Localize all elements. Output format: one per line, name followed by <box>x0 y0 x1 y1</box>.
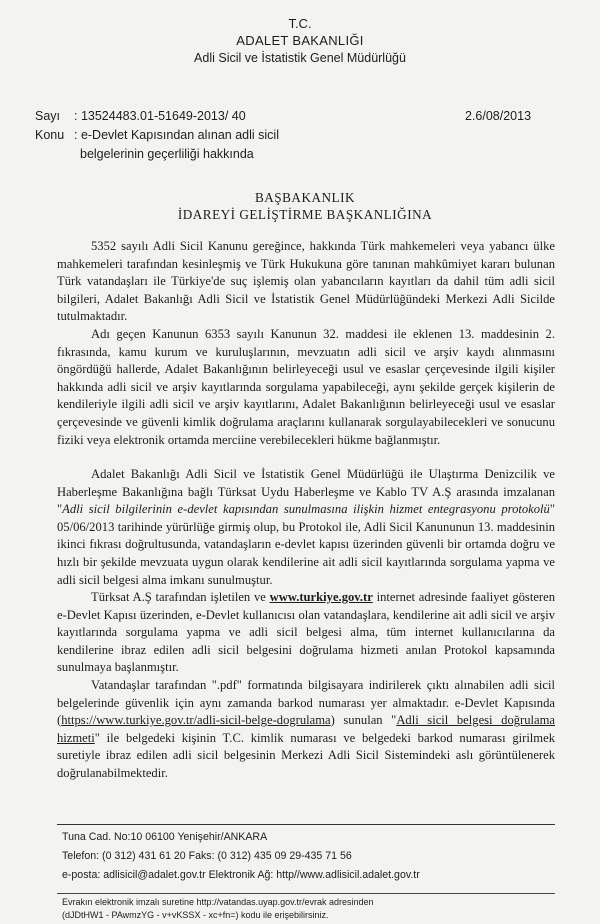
konu-label: Konu <box>35 128 65 142</box>
sayi-label: Sayı <box>35 109 61 123</box>
turkiye-gov-link[interactable]: www.turkiye.gov.tr <box>269 590 373 604</box>
esign-line-2: (dJDtHW1 - PAwmzYG - v+vKSSX - xc+fn=) kodu ile erişebilirsiniz. <box>62 910 329 920</box>
paragraph-5-part-c: " ile belgedeki kişinin T.C. kimlik numarası ve belgedeki barkod numarası girilmek suretiyle ibraz edilen adli sicil belgesinin Merkezi Adli Sicil Sistemindeki aslı görüntülenerek doğrulanabilmektedir. <box>57 730 555 780</box>
footer-divider <box>57 824 555 825</box>
paragraph-4-part-a: Türksat A.Ş tarafından işletilen ve <box>91 590 270 604</box>
document-date: 2.6/08/2013 <box>465 109 532 123</box>
paragraph-2-text: Adı geçen Kanunun 6353 sayılı Kanunun 32. maddesi ile eklenen 13. maddesinin 2. fıkrasında, kamu kurum ve kuruluşlarının, mevzuatın adli sicil ve arşiv kaydı alınmasını öngördüğü hallerde, Adalet Bakanlığının belirleyeceği usul ve esaslar çerçevesinde ilgili kişiler hakkında adli sicil ve arşiv kayıtlarında sorgulama yapabileceği, aynı şekilde gerçek kişilerin de kendileriyle ilgili adli sicil ve arşiv kayıtlarını, Adalet Bakanlığının belirleyeceği usul ve esaslar çerçevesinde ve güvenli kimlik doğrulama araçlarını kullanarak sorgulayabilecekleri ve sonucunu fiziki veya elektronik ortamda merciine verebilecekleri hükme bağlanmıştır. <box>57 327 555 447</box>
esign-divider <box>57 893 555 894</box>
verification-service-name: Adli sicil belgesi doğrulama hizmeti <box>57 713 555 745</box>
paragraph-4-part-b: internet adresinde faaliyet gösteren e-Devlet Kapısı üzerinden, e-Devlet kullanıcısı olan vatandaşlara, kendilerine ait adli sicil ve arşiv kayıtlarında sorgulama yapma ve adli sicil belgesi alma, tüm internet kullanıcılarına da kendilerine ibraz edilen adli sicil belgesini doğrulama hizmeti anılan Protokol kapsamında sunulmaya başlanmıştır. <box>57 590 555 675</box>
header-directorate: Adli Sicil ve İstatistik Genel Müdürlüğü <box>194 51 406 65</box>
protocol-title: Adli sicil bilgilerinin e-devlet kapısından sunulmasına ilişkin hizmet entegrasyonu protokolü <box>62 502 550 517</box>
footer-email: e-posta: adlisicil@adalet.gov.tr Elektronik Ağ: http//www.adlisicil.adalet.gov.tr <box>62 869 420 881</box>
esign-line-1: Evrakın elektronik imzalı suretine http://vatandas.uyap.gov.tr/evrak adresinden <box>62 897 374 907</box>
paragraph-3-part-b: " 05/06/2013 tarihinde yürürlüğe girmiş olup, bu Protokol ile, Adli Sicil Kanununun 13. maddesinin ikinci fıkrası doğrultusunda, vatandaşların e-devlet kapısı üzerinden güvenli bir ortamda doğru ve hızlı bir şekilde mevzuata uygun olarak kendilerine ait adli sicil kayıtlarında sorgulama yapma ve adli sicil belgesi alma imkanı sunulmuştur. <box>57 502 555 587</box>
sayi-value: : 13524483.01-51649-2013/ 40 <box>74 109 246 123</box>
addressee-line-2: İDAREYİ GELİŞTİRME BAŞKANLIĞINA <box>177 207 433 222</box>
paragraph-5-text <box>57 677 555 783</box>
verification-link[interactable]: https://www.turkiye.gov.tr/adli-sicil-belge-dogrulama <box>61 713 331 728</box>
konu-line-2: belgelerinin geçerliliği hakkında <box>80 147 254 161</box>
paragraph-1-text: 5352 sayılı Adli Sicil Kanunu gereğince, hakkında Türk mahkemeleri veya yabancı ülke mahkemeleri tarafından kesinleşmiş ve Türk Hukukuna göre tanınan mahkûmiyet kararı bulunan Türk vatandaşları ile Türkiye'de suç işlemiş olan yabancıların kayıtları da dahil tüm adli sicil bilgileri, Adalet Bakanlığı Adli Sicil ve İstatistik Genel Müdürlüğündeki Merkezi Adli Sicilde tutulmaktadır. <box>57 239 555 324</box>
paragraph-1 <box>57 238 555 326</box>
paragraph-3-text <box>57 466 555 589</box>
addressee-line-1: BAŞBAKANLIK <box>254 190 355 205</box>
paragraph-3 <box>57 466 555 589</box>
paragraph-5-part-b: ) sunulan " <box>330 713 397 728</box>
paragraph-2 <box>57 326 555 449</box>
header-ministry: ADALET BAKANLIĞI <box>236 33 364 48</box>
footer-address: Tuna Cad. No:10 06100 Yenişehir/ANKARA <box>62 831 268 843</box>
konu-line-1: : e-Devlet Kapısından alınan adli sicil <box>74 128 279 142</box>
paragraph-3-part-a: Adalet Bakanlığı Adli Sicil ve İstatistik Genel Müdürlüğü ile Ulaştırma Denizcilik ve Haberleşme Bakanlığına bağlı Türksat Uydu Haberleşme ve Kablo TV A.Ş arasında imzalanan " <box>57 467 555 517</box>
paragraph-4 <box>57 589 555 677</box>
paragraph-5-part-a: Vatandaşlar tarafından ".pdf" formatında bilgisayara indirilerek çıktı alınabilen adli sicil belgelerinde güvenlik için aynı zamanda barkod numarası yer almaktadır. e-Devlet Kapısında ( <box>57 678 555 728</box>
paragraph-5 <box>57 677 555 783</box>
paragraph-4-text <box>57 589 555 677</box>
footer-phone: Telefon: (0 312) 431 61 20 Faks: (0 312) 435 09 29-435 71 56 <box>62 850 352 862</box>
header-tc: T.C. <box>288 16 312 31</box>
